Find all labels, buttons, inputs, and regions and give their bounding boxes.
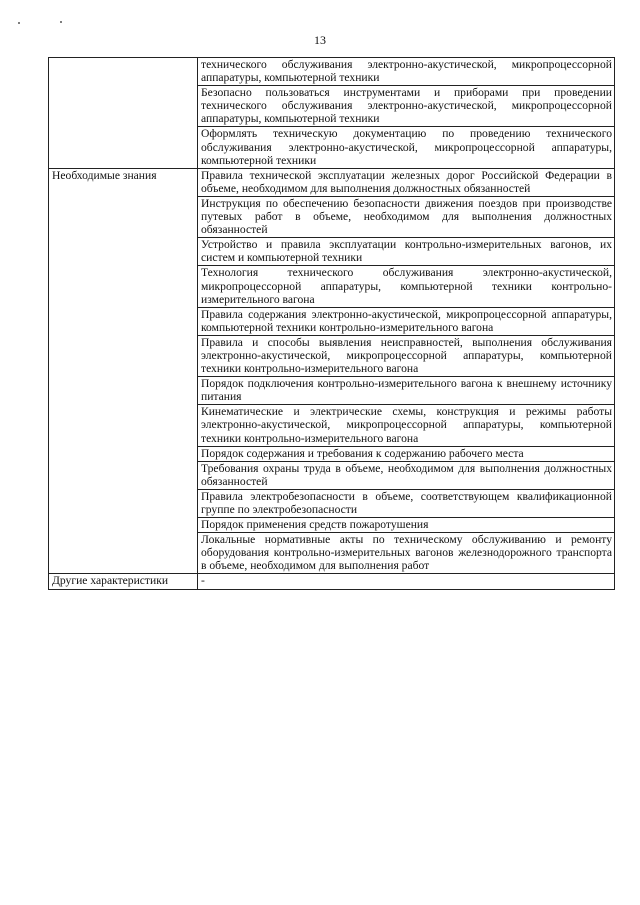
skill-item: Безопасно пользоваться инструментами и приборами при проведении технического обслуживания электронно-акустической, микропроцессорной аппаратуры, компьютерной техники: [198, 86, 615, 127]
knowledge-item: Технология технического обслуживания электронно-акустической, микропроцессорной аппаратуры, компьютерной техники контрольно-измерительного вагона: [198, 266, 615, 307]
table-row: [49, 168, 615, 196]
table-row: [49, 574, 615, 589]
page-number: 13: [314, 33, 326, 47]
table-row: [49, 58, 615, 86]
knowledge-item: Порядок применения средств пожаротушения: [198, 518, 615, 533]
row-label-empty: [49, 58, 198, 169]
skill-item: Оформлять техническую документацию по проведению технического обслуживания электронно-акустической, микропроцессорной аппаратуры, компьютерной техники: [198, 127, 615, 168]
scan-speck: [60, 21, 62, 23]
knowledge-item: Правила содержания электронно-акустической, микропроцессорной аппаратуры, компьютерной техники контрольно-измерительного вагона: [198, 307, 615, 335]
row-label-knowledge: Необходимые знания: [49, 168, 198, 574]
other-value: -: [198, 574, 615, 589]
scan-speck: [18, 22, 20, 24]
knowledge-item: Правила и способы выявления неисправностей, выполнения обслуживания электронно-акустической, микропроцессорной аппаратуры, компьютерной техники контрольно-измерительного вагона: [198, 335, 615, 376]
knowledge-item: Кинематические и электрические схемы, конструкция и режимы работы электронно-акустической, микропроцессорной аппаратуры, компьютерной техники контрольно-измерительного вагона: [198, 405, 615, 446]
knowledge-item: Правила электробезопасности в объеме, соответствующем квалификационной группе по электробезопасности: [198, 489, 615, 517]
knowledge-item: Правила технической эксплуатации железных дорог Российской Федерации в объеме, необходимом для выполнения должностных обязанностей: [198, 168, 615, 196]
qualification-table: [48, 57, 615, 590]
knowledge-item: Устройство и правила эксплуатации контрольно-измерительных вагонов, их систем и компьютерной техники: [198, 238, 615, 266]
knowledge-item: Инструкция по обеспечению безопасности движения поездов при производстве путевых работ в объеме, необходимом для выполнения должностных обязанностей: [198, 196, 615, 237]
knowledge-item: Требования охраны труда в объеме, необходимом для выполнения должностных обязанностей: [198, 461, 615, 489]
knowledge-item: Порядок подключения контрольно-измерительного вагона к внешнему источнику питания: [198, 377, 615, 405]
knowledge-item: Порядок содержания и требования к содержанию рабочего места: [198, 446, 615, 461]
skill-item: технического обслуживания электронно-акустической, микропроцессорной аппаратуры, компьютерной техники: [198, 58, 615, 86]
row-label-other: Другие характеристики: [49, 574, 198, 589]
knowledge-item: Локальные нормативные акты по техническому обслуживанию и ремонту оборудования контрольно-измерительных вагонов железнодорожного транспорта в объеме, необходимом для выполнения работ: [198, 533, 615, 574]
